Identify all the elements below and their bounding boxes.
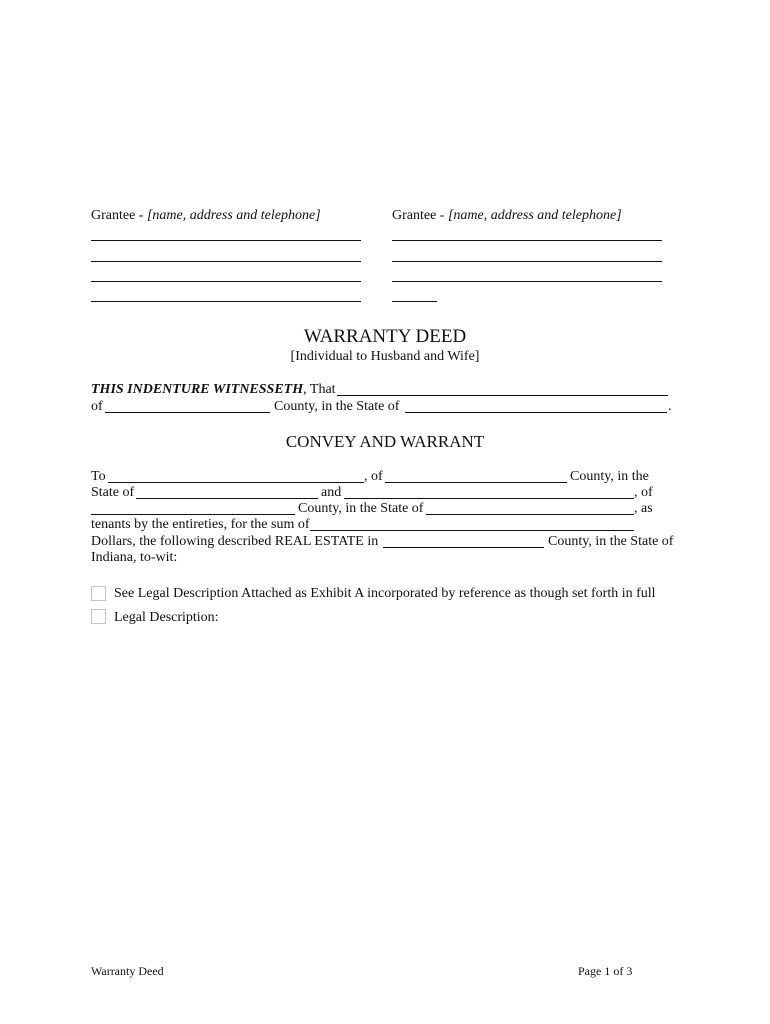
grantee-right-label: Grantee - — [392, 208, 448, 223]
sum-field[interactable] — [310, 530, 634, 531]
footer-page-number: Page 1 of 3 — [578, 964, 633, 978]
body-indiana: Indiana, to-wit: — [91, 550, 178, 565]
exhibit-a-checkbox[interactable] — [91, 586, 106, 601]
body-county-1: County, in the — [570, 469, 649, 484]
body-county-2: County, in the State of — [298, 501, 424, 516]
grantee-right-line-4[interactable] — [392, 301, 437, 302]
body-state-of: State of — [91, 485, 135, 500]
grantee-right-hint: [name, address and telephone] — [447, 208, 622, 223]
second-grantee-county-field[interactable] — [91, 514, 295, 515]
legal-description-label: Legal Description: — [114, 610, 219, 625]
indenture-period: . — [668, 399, 672, 414]
grantee-left-line-2[interactable] — [91, 261, 361, 262]
page-title: WARRANTY DEED — [303, 326, 467, 347]
indenture-county: County, in the State of — [274, 399, 400, 414]
indenture-lead: THIS INDENTURE WITNESSETH — [91, 382, 304, 397]
grantor-state-field[interactable] — [405, 412, 667, 413]
grantee-state-field-1[interactable] — [136, 498, 318, 499]
grantee-county-field-1[interactable] — [385, 482, 567, 483]
body-and: and — [321, 485, 342, 500]
page-subtitle: [Individual to Husband and Wife] — [290, 349, 480, 364]
grantee-left-hint: [name, address and telephone] — [146, 208, 321, 223]
grantor-name-field[interactable] — [337, 395, 668, 396]
footer-title: Warranty Deed — [91, 964, 164, 978]
grantee-left-line-1[interactable] — [91, 240, 361, 241]
body-dollars: Dollars, the following described REAL ESTATE in — [91, 534, 379, 549]
grantor-county-field[interactable] — [105, 412, 270, 413]
body-as: , as — [634, 501, 653, 516]
indenture-that: , That — [303, 382, 336, 397]
grantee-name-field[interactable] — [108, 482, 364, 483]
section-title: CONVEY AND WARRANT — [285, 432, 485, 451]
grantee-right-line-2[interactable] — [392, 261, 662, 262]
grantee-left-line-3[interactable] — [91, 281, 361, 282]
body-of-2: , of — [634, 485, 653, 500]
second-grantee-name-field[interactable] — [344, 498, 634, 499]
grantee-left-line-4[interactable] — [91, 301, 361, 302]
exhibit-a-label: See Legal Description Attached as Exhibit A incorporated by reference as though set forth in full — [114, 586, 656, 601]
body-county-3: County, in the State of — [548, 534, 674, 549]
body-to: To — [91, 469, 106, 484]
body-of-1: , of — [364, 469, 383, 484]
indenture-line-1 — [91, 382, 336, 398]
grantee-left-label: Grantee - — [91, 208, 147, 223]
body-tenants: tenants by the entireties, for the sum of — [91, 517, 310, 532]
grantee-label-right — [392, 208, 622, 224]
real-estate-county-field[interactable] — [383, 547, 544, 548]
grantee-label-left — [91, 208, 321, 224]
grantee-right-line-1[interactable] — [392, 240, 662, 241]
legal-description-checkbox[interactable] — [91, 609, 106, 624]
second-grantee-state-field[interactable] — [426, 514, 634, 515]
grantee-right-line-3[interactable] — [392, 281, 662, 282]
indenture-of: of — [91, 399, 103, 414]
